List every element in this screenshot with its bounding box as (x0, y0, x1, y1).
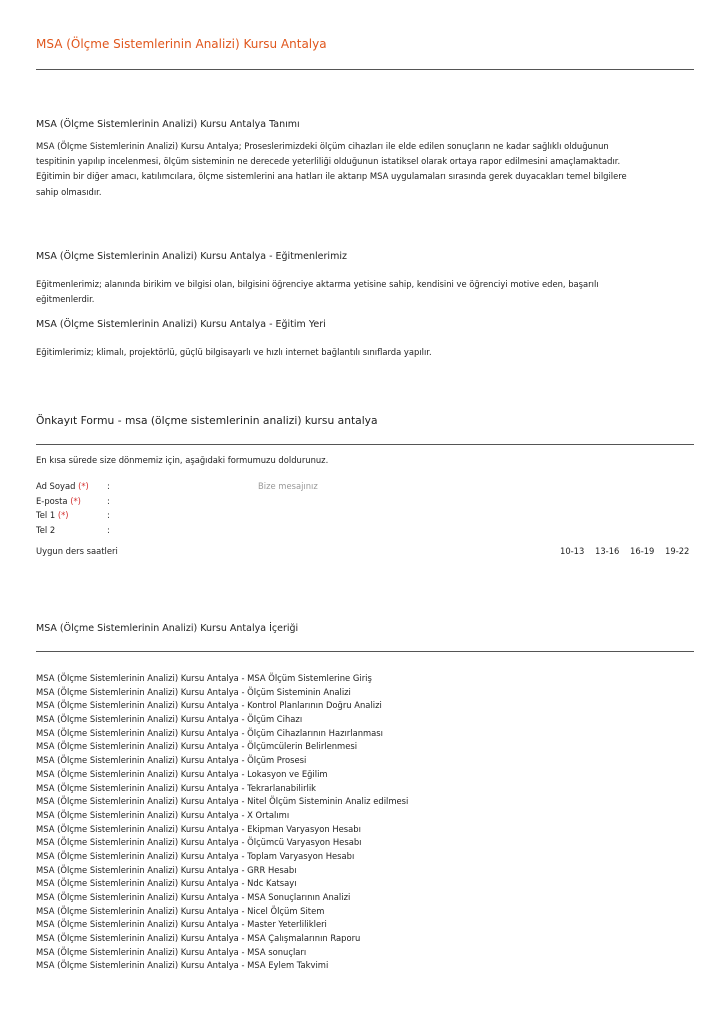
list-item: MSA (Ölçme Sistemlerinin Analizi) Kursu Antalya - Ölçüm Cihazı (36, 714, 303, 725)
definition-line: MSA (Ölçme Sistemlerinin Analizi) Kursu Antalya; Proseslerimizdeki ölçüm cihazları ile elde edilen sonuçların ne kadar sağlıklı olduğunun (36, 141, 609, 151)
form-intro: En kısa sürede size dönmemiz için, aşağıdaki formumuzu doldurunuz. (36, 455, 329, 465)
definition-line: sahip olmasıdır. (36, 186, 102, 197)
form-heading: Önkayıt Formu - msa (ölçme sistemlerinin analizi) kursu antalya (36, 414, 378, 427)
definition-line: tespitinin yapılıp incelenmesi, ölçüm sisteminin ne derecede yeterliliği olduğunun istatiksel olarak ortaya rapor edilmesini amaçlamaktadır. (36, 156, 621, 167)
name-label: Ad Soyad (*) (36, 481, 89, 491)
list-item: MSA (Ölçme Sistemlerinin Analizi) Kursu Antalya - GRR Hesabı (36, 864, 297, 875)
field-colon: : (107, 525, 110, 535)
trainers-line: eğitmenlerdir. (36, 294, 95, 305)
list-item: MSA (Ölçme Sistemlerinin Analizi) Kursu Antalya - Tekrarlanabilirlik (36, 782, 317, 793)
list-item: MSA (Ölçme Sistemlerinin Analizi) Kursu Antalya - Lokasyon ve Eğilim (36, 768, 328, 779)
list-item: MSA (Ölçme Sistemlerinin Analizi) Kursu Antalya - Nitel Ölçüm Sisteminin Analiz edilmesi (36, 796, 409, 807)
list-item: MSA (Ölçme Sistemlerinin Analizi) Kursu Antalya - Ölçüm Prosesi (36, 755, 307, 766)
hours-options (552, 546, 689, 556)
hour-option[interactable]: 19-22 (665, 546, 690, 556)
form-divider (36, 444, 694, 445)
list-item: MSA (Ölçme Sistemlerinin Analizi) Kursu Antalya - Master Yeterlilikleri (36, 919, 327, 930)
trainers-heading: MSA (Ölçme Sistemlerinin Analizi) Kursu Antalya - Eğitmenlerimiz (36, 251, 347, 262)
hour-option[interactable]: 13-16 (595, 546, 620, 556)
email-label: E-posta (*) (36, 496, 81, 506)
hour-option[interactable]: 10-13 (560, 546, 585, 556)
field-colon: : (107, 496, 110, 506)
list-item: MSA (Ölçme Sistemlerinin Analizi) Kursu Antalya - Ölçüm Cihazlarının Hazırlanması (36, 727, 383, 738)
location-heading: MSA (Ölçme Sistemlerinin Analizi) Kursu Antalya - Eğitim Yeri (36, 319, 326, 330)
phone1-label: Tel 1 (*) (36, 510, 69, 520)
required-mark: (*) (57, 510, 69, 520)
field-colon: : (107, 481, 110, 491)
title-divider (36, 69, 694, 70)
phone2-label: Tel 2 (36, 525, 56, 535)
list-item: MSA (Ölçme Sistemlerinin Analizi) Kursu Antalya - Toplam Varyasyon Hesabı (36, 850, 355, 861)
field-colon: : (107, 510, 110, 520)
list-item: MSA (Ölçme Sistemlerinin Analizi) Kursu Antalya - X Ortalımı (36, 809, 290, 820)
hour-option[interactable]: 16-19 (630, 546, 655, 556)
location-text: Eğitimlerimiz; klimalı, projektörlü, güçlü bilgisayarlı ve hızlı internet bağlantılı sınıflarda yapılır. (36, 347, 432, 357)
list-item: MSA (Ölçme Sistemlerinin Analizi) Kursu Antalya - MSA Sonuçlarının Analizi (36, 892, 351, 902)
content-heading: MSA (Ölçme Sistemlerinin Analizi) Kursu Antalya İçeriği (36, 623, 299, 634)
list-item: MSA (Ölçme Sistemlerinin Analizi) Kursu Antalya - Ölçümcülerin Belirlenmesi (36, 741, 358, 752)
definition-heading: MSA (Ölçme Sistemlerinin Analizi) Kursu Antalya Tanımı (36, 119, 300, 130)
trainers-line: Eğitmenlerimiz; alanında birikim ve bilgisi olan, bilgisini öğrenciye aktarma yetisine sahip, kendisini ve öğrenciyi motive eden, başarılı (36, 279, 599, 289)
list-item: MSA (Ölçme Sistemlerinin Analizi) Kursu Antalya - Ndc Katsayı (36, 878, 297, 889)
message-textarea[interactable]: Bize mesajınız (258, 481, 318, 491)
list-item: MSA (Ölçme Sistemlerinin Analizi) Kursu Antalya - Ölçümcü Varyasyon Hesabı (36, 837, 362, 848)
list-item: MSA (Ölçme Sistemlerinin Analizi) Kursu Antalya - Ölçüm Sisteminin Analizi (36, 686, 351, 697)
required-mark: (*) (78, 481, 89, 491)
definition-line: Eğitimin bir diğer amacı, katılımcılara, ölçme sistemlerini ana hatları ile aktarıp MSA uygulamaları sırasında gerek duyacakları temel bilgilere (36, 171, 627, 182)
list-item: MSA (Ölçme Sistemlerinin Analizi) Kursu Antalya - MSA Eylem Takvimi (36, 960, 329, 971)
list-item: MSA (Ölçme Sistemlerinin Analizi) Kursu Antalya - Nicel Ölçüm Sitem (36, 905, 325, 916)
trainers-text (36, 277, 694, 307)
definition-text (36, 139, 694, 200)
list-item: MSA (Ölçme Sistemlerinin Analizi) Kursu Antalya - Ekipman Varyasyon Hesabı (36, 823, 361, 834)
required-mark: (*) (70, 496, 81, 506)
content-list (36, 672, 408, 973)
content-divider (36, 651, 694, 652)
list-item: MSA (Ölçme Sistemlerinin Analizi) Kursu Antalya - Kontrol Planlarının Doğru Analizi (36, 700, 382, 711)
list-item: MSA (Ölçme Sistemlerinin Analizi) Kursu Antalya - MSA Çalışmalarının Raporu (36, 933, 361, 944)
list-item: MSA (Ölçme Sistemlerinin Analizi) Kursu Antalya - MSA Ölçüm Sistemlerine Giriş (36, 673, 372, 683)
page-title-link[interactable]: MSA (Ölçme Sistemlerinin Analizi) Kursu Antalya (36, 37, 327, 51)
list-item: MSA (Ölçme Sistemlerinin Analizi) Kursu Antalya - MSA sonuçları (36, 946, 307, 957)
